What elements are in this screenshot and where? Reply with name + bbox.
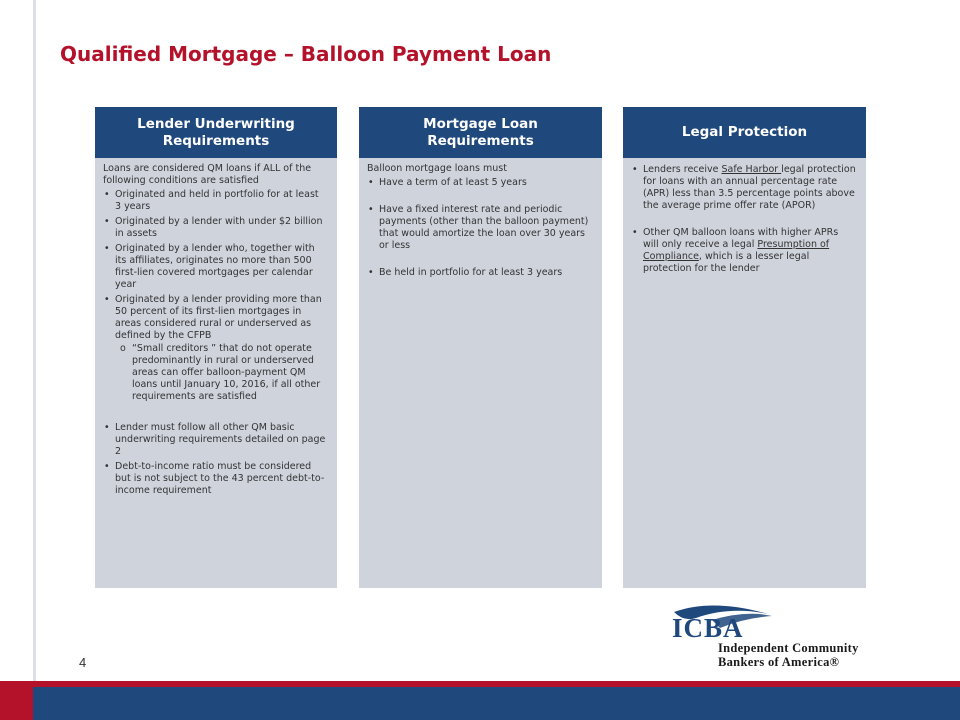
- list-item: [103, 294, 327, 403]
- column-lender-underwriting: [95, 107, 337, 588]
- list-item-text: Lenders receive: [643, 164, 722, 175]
- list-item: [631, 164, 856, 212]
- column-intro: Balloon mortgage loans must: [367, 163, 507, 174]
- list-item-text: Other QM balloon loans with higher APRs will only receive a legal: [643, 227, 839, 250]
- left-divider-line: [33, 0, 36, 720]
- column-body: [95, 158, 337, 588]
- column-header: Legal Protection: [623, 107, 866, 158]
- sub-list-item: o “Small creditors ” that do not operate predominantly in rural or underserved areas can offer balloon-payment QM loans until January 10, 2016, if all other requirements are satisfied: [115, 343, 327, 403]
- presumption-of-compliance-term: Presumption of Compliance: [643, 239, 830, 262]
- column-body: [623, 158, 866, 588]
- logo-line-2: Bankers of America®: [718, 655, 840, 669]
- bullet-list: [103, 189, 327, 497]
- page-number: 4: [79, 655, 87, 670]
- bullet-list: [631, 164, 856, 275]
- list-item: • Originated by a lender with under $2 billion in assets: [103, 216, 327, 240]
- column-legal-protection: [623, 107, 866, 588]
- list-item: • Be held in portfolio for at least 3 years: [367, 267, 592, 279]
- footer-blue-band: [0, 687, 960, 720]
- list-item: • Originated by a lender who, together with its affiliates, originates no more than 500 first-lien covered mortgages per calendar year: [103, 243, 327, 291]
- bullet-list: [367, 177, 592, 279]
- logo-acronym: ICBA: [672, 613, 744, 643]
- list-item: • Lender must follow all other QM basic underwriting requirements detailed on page 2: [103, 422, 327, 458]
- column-intro: Loans are considered QM loans if ALL of the following conditions are satisfied: [103, 163, 312, 186]
- list-item: • Have a term of at least 5 years: [367, 177, 592, 189]
- list-item-text: Originated by a lender providing more than 50 percent of its first-lien mortgages in areas considered rural or underserved as defined by the CFPB: [115, 294, 322, 341]
- column-mortgage-loan: [359, 107, 602, 588]
- column-header: Mortgage Loan Requirements: [359, 107, 602, 158]
- column-header: Lender Underwriting Requirements: [95, 107, 337, 158]
- list-item-text: legal protection for loans with an annual percentage rate (APR) less than 3.5 percentage points above the average prime offer rate (APOR): [643, 164, 856, 211]
- logo-line-1: Independent Community: [718, 641, 859, 655]
- list-item: [631, 227, 856, 275]
- sub-bullet-list: [115, 343, 327, 403]
- column-body: [359, 158, 602, 588]
- list-item: • Originated and held in portfolio for at least 3 years: [103, 189, 327, 213]
- safe-harbor-term: Safe Harbor: [721, 164, 782, 175]
- list-item: • Have a fixed interest rate and periodic payments (other than the balloon payment) that would amortize the loan over 30 years or less: [367, 204, 592, 252]
- list-item: • Debt-to-income ratio must be considered but is not subject to the 43 percent debt-to-income requirement: [103, 461, 327, 497]
- footer-left-block: [0, 681, 33, 720]
- slide-title: Qualified Mortgage – Balloon Payment Loan: [60, 42, 552, 66]
- list-item-text: , which is a lesser legal protection for the lender: [643, 251, 810, 274]
- icba-logo: [668, 600, 904, 670]
